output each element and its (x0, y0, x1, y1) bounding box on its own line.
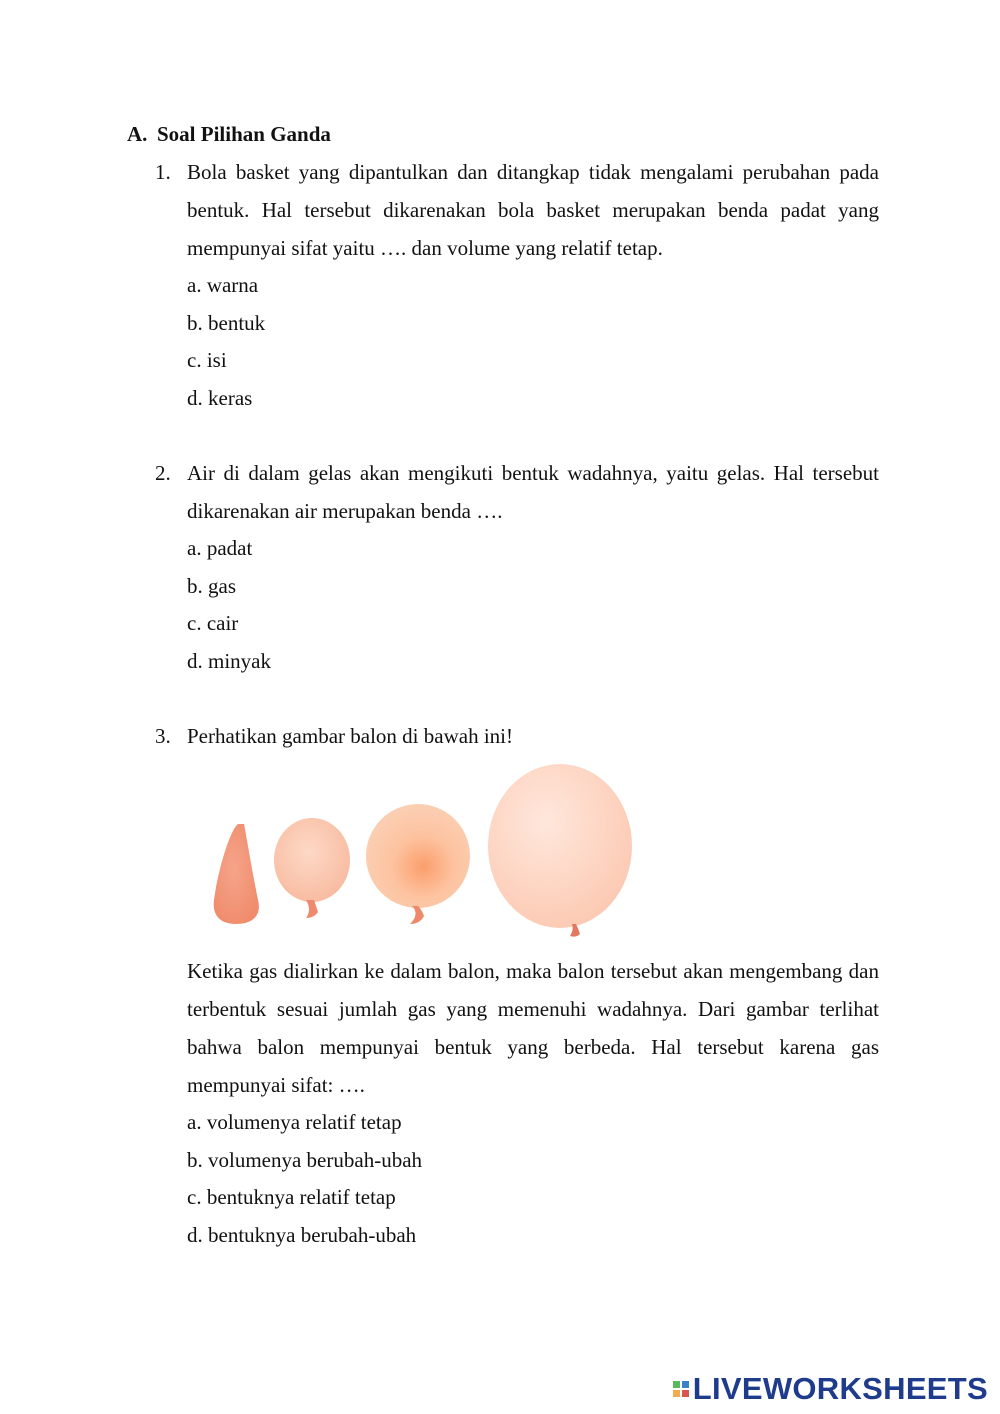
medium-balloon (366, 804, 470, 908)
option-a[interactable]: a. padat (187, 536, 253, 560)
option-c[interactable]: c. isi (187, 348, 227, 373)
balloons-illustration (200, 760, 650, 940)
question-3-body (155, 952, 879, 1254)
liveworksheets-logo-icon (673, 1381, 689, 1397)
question-3-header (155, 717, 879, 755)
option-c[interactable]: c. cair (187, 611, 239, 636)
option-d[interactable]: d. keras (187, 385, 253, 410)
section-letter: A. (127, 122, 148, 146)
section-heading (127, 120, 331, 148)
question-2 (155, 454, 879, 680)
small-balloon (274, 818, 350, 902)
brand-name: LIVEWORKSHEETS (692, 1371, 988, 1406)
option-a[interactable]: a. warna (187, 273, 259, 297)
question-number: 3. (155, 724, 171, 748)
question-stem: Air di dalam gelas akan mengikuti bentuk wadahnya, yaitu gelas. Hal tersebut dikarenakan air merupakan benda …. (187, 461, 879, 523)
option-d[interactable]: d. bentuknya berubah-ubah (187, 1222, 417, 1247)
question-number: 2. (155, 461, 171, 485)
question-description: Ketika gas dialirkan ke dalam balon, maka balon tersebut akan mengembang dan terbentuk sesuai jumlah gas yang memenuhi wadahnya. Dari gambar terlihat bahwa balon mempunyai bentuk yang berbeda. Hal tersebut karena gas mempunyai sifat: …. (187, 959, 879, 1097)
option-a[interactable]: a. volumenya relatif tetap (187, 1110, 402, 1134)
liveworksheets-brand[interactable] (673, 1372, 988, 1406)
option-d[interactable]: d. minyak (187, 648, 271, 673)
question-1 (155, 153, 879, 417)
option-b[interactable]: b. bentuk (187, 310, 266, 335)
option-b[interactable]: b. gas (187, 573, 236, 598)
question-stem: Bola basket yang dipantulkan dan ditangkap tidak mengalami perubahan pada bentuk. Hal tersebut dikarenakan bola basket merupakan benda padat yang mempunyai sifat yaitu …. dan volume yang relatif tetap. (187, 160, 879, 260)
deflated-balloon (214, 824, 259, 924)
question-stem: Perhatikan gambar balon di bawah ini! (187, 724, 513, 748)
question-number: 1. (155, 160, 171, 184)
section-title: Soal Pilihan Ganda (157, 122, 331, 146)
option-b[interactable]: b. volumenya berubah-ubah (187, 1147, 423, 1172)
large-balloon (488, 764, 632, 928)
option-c[interactable]: c. bentuknya relatif tetap (187, 1185, 396, 1210)
